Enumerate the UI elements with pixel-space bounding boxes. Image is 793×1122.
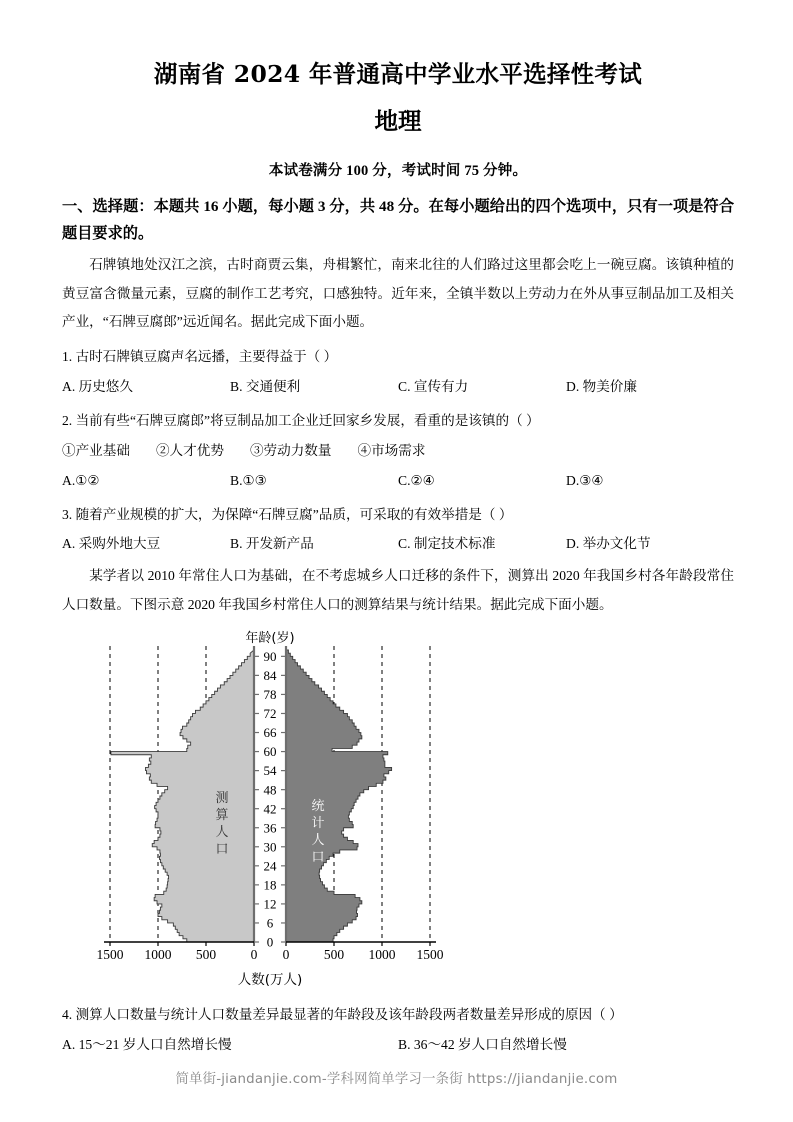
question-2-items	[62, 437, 734, 465]
age-tick-label: 0	[266, 934, 274, 950]
option-4-a[interactable]: A. 15～21 岁人口自然增长慢	[62, 1036, 232, 1052]
age-tick-label: 72	[263, 706, 277, 722]
age-tick-label: 18	[263, 877, 277, 893]
x-tick-label: 0	[282, 946, 290, 962]
x-tick-label: 500	[323, 946, 345, 962]
age-tick-label: 66	[263, 725, 277, 741]
question-3-stem: 3. 随着产业规模的扩大，为保障“石牌豆腐”品质，可采取的有效举措是（ ）	[62, 506, 513, 522]
left-series-label: 口	[215, 841, 229, 857]
item-2-4: ④市场需求	[357, 442, 426, 458]
pyramid-series-right	[286, 650, 392, 942]
page-footer: 简单街-jiandanjie.com-学科网简单学习一条街 https://jiandanjie.com	[175, 1072, 618, 1087]
option-4-b[interactable]: B. 36～42 岁人口自然增长慢	[398, 1036, 567, 1052]
age-tick-label: 78	[263, 686, 277, 702]
page-title: 湖南省 2024 年普通高中学业水平选择性考试	[153, 60, 643, 88]
x-tick-label: 1500	[96, 946, 124, 962]
population-pyramid-figure	[70, 630, 470, 995]
option-1-b[interactable]: B. 交通便利	[230, 379, 301, 395]
option-1-a[interactable]: A. 历史悠久	[62, 379, 133, 395]
age-tick-label: 60	[263, 744, 277, 760]
right-series-label: 计	[311, 815, 325, 831]
item-2-2: ②人才优势	[155, 442, 224, 458]
age-tick-label: 24	[263, 858, 277, 874]
left-series-label: 算	[215, 807, 229, 823]
x-tick-label: 0	[250, 946, 258, 962]
y-axis-title: 年龄(岁)	[245, 630, 295, 646]
age-tick-label: 84	[263, 667, 277, 683]
age-tick-label: 42	[263, 801, 277, 817]
question-1-stem: 1. 古时石牌镇豆腐声名远播，主要得益于（ ）	[62, 349, 338, 365]
left-series-label: 测	[215, 790, 229, 806]
option-2-d[interactable]: D.③④	[566, 472, 604, 488]
option-3-a[interactable]: A. 采购外地大豆	[62, 536, 161, 552]
age-tick-label: 36	[263, 820, 277, 836]
item-2-3: ③劳动力数量	[249, 442, 332, 458]
option-2-c[interactable]: C.②④	[398, 472, 435, 488]
age-tick-label: 48	[263, 782, 277, 798]
age-tick-label: 6	[266, 915, 274, 931]
right-series-label: 口	[311, 849, 325, 865]
age-tick-label: 54	[263, 763, 277, 779]
passage-1: 石牌镇地处汉江之滨，古时商贾云集，舟楫繁忙，南来北往的人们路过这里都会吃上一碗豆腐。该镇种植的黄豆富含微量元素，豆腐的制作工艺考究，口感独特。近年来，全镇半数以上劳动力在外从事豆制品加工及相关产业，“石牌豆腐郎”远近闻名。据此完成下面小题。	[62, 256, 734, 330]
x-tick-label: 1000	[368, 946, 396, 962]
question-2-options	[62, 467, 734, 495]
x-tick-label: 1500	[416, 946, 444, 962]
subject-title: 地理	[374, 107, 422, 136]
right-series-label: 人	[311, 832, 325, 848]
age-tick-label: 12	[263, 896, 277, 912]
question-2-stem: 2. 当前有些“石牌豆腐郎”将豆制品加工企业迁回家乡发展，看重的是该镇的（ ）	[62, 413, 540, 428]
passage-2: 某学者以 2010 年常住人口为基础，在不考虑城乡人口迁移的条件下，测算出 2020 年我国乡村各年龄段常住人口数量。下图示意 2020 年我国乡村常住人口的测算结果与统计结果。据此完成下面小题。	[62, 568, 734, 613]
question-1-options	[62, 373, 734, 401]
x-axis-title: 人数(万人)	[237, 971, 303, 988]
section-heading: 一、选择题：本题共 16 小题，每小题 3 分，共 48 分。在每小题给出的四个选项中，只有一项是符合题目要求的。	[62, 197, 734, 242]
document-body	[62, 0, 734, 1059]
option-1-c[interactable]: C. 宣传有力	[398, 379, 469, 395]
question-4-stem: 4. 测算人口数量与统计人口数量差异最显著的年龄段及该年龄段两者数量差异形成的原因（ ）	[62, 1006, 623, 1022]
question-4-options	[62, 1031, 734, 1059]
age-tick-label: 90	[263, 648, 277, 664]
right-series-label: 统	[311, 798, 325, 814]
population-pyramid-chart	[70, 630, 470, 995]
option-3-d[interactable]: D. 举办文化节	[566, 536, 651, 552]
option-3-c[interactable]: C. 制定技术标准	[398, 536, 496, 552]
x-tick-label: 500	[195, 946, 217, 962]
option-2-a[interactable]: A.①②	[62, 472, 100, 488]
x-tick-label: 1000	[144, 946, 172, 962]
option-2-b[interactable]: B.①③	[230, 472, 267, 488]
pyramid-series-left	[111, 650, 254, 942]
age-tick-label: 30	[263, 839, 277, 855]
option-1-d[interactable]: D. 物美价廉	[566, 379, 637, 395]
question-3-options	[62, 530, 734, 558]
left-series-label: 人	[215, 824, 229, 840]
exam-meta: 本试卷满分 100 分，考试时间 75 分钟。	[268, 162, 528, 179]
item-2-1: ①产业基础	[62, 442, 130, 458]
option-3-b[interactable]: B. 开发新产品	[230, 536, 314, 552]
